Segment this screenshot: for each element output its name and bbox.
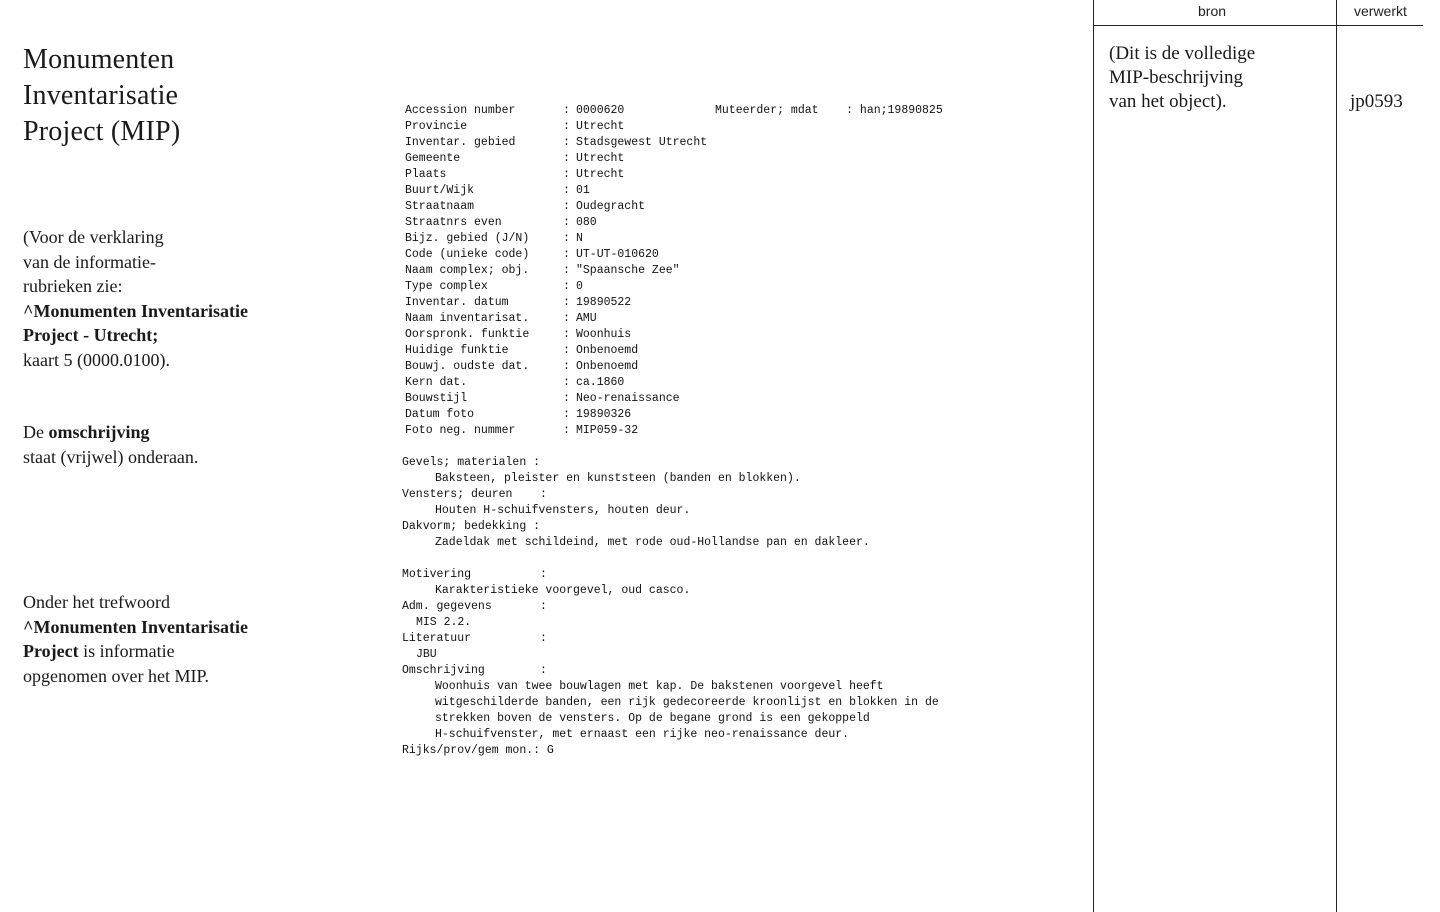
field-label: Datum foto [405, 408, 475, 421]
field-value: Woonhuis [576, 328, 632, 341]
field-value: AMU [576, 312, 597, 325]
field-separator: : [563, 168, 570, 181]
title-line: Monumenten [23, 44, 175, 75]
bron-line: MIP-beschrijving [1109, 67, 1244, 88]
record-field-row [402, 343, 939, 359]
note-line: kaart 5 (0000.0100). [23, 349, 170, 370]
note-line: rubrieken zie: [23, 276, 123, 296]
column-divider [1093, 0, 1094, 912]
keyword-note [23, 590, 248, 688]
field-label: Straatnrs even [405, 216, 502, 229]
field-label: Inventar. gebied [405, 136, 516, 149]
record-field-row [402, 375, 939, 391]
field-separator: : [563, 184, 570, 197]
bron-line: (Dit is de volledige [1109, 43, 1256, 64]
motivering-label: Motivering : [402, 568, 547, 581]
note-line: Onder het trefwoord [23, 592, 170, 612]
field-separator: : [563, 120, 570, 133]
dakvorm-text: Zadeldak met schildeind, met rode oud-Hollandse pan en dakleer. [435, 536, 870, 549]
reference-link-cont[interactable]: Project - Utrecht; [23, 325, 159, 345]
field-value: 19890326 [576, 408, 632, 421]
record-field-row [402, 391, 939, 407]
field-separator: : [563, 328, 570, 341]
field-value: 01 [576, 184, 590, 197]
record-field-row [402, 167, 939, 183]
field-value: 0000620 [576, 104, 625, 117]
record-field-row [402, 247, 939, 263]
field-value: "Spaansche Zee" [576, 264, 680, 277]
omschrijving-line: H-schuifvenster, met ernaast een rijke neo-renaissance deur. [435, 728, 850, 741]
omschrijving-line: Woonhuis van twee bouwlagen met kap. De bakstenen voorgevel heeft [435, 680, 884, 693]
field-label: Naam inventarisat. [405, 312, 530, 325]
field-separator: : [563, 152, 570, 165]
field-value: 0 [576, 280, 583, 293]
keyword-link[interactable]: ^Monumenten Inventarisatie [23, 616, 248, 637]
field-separator: : [563, 264, 570, 277]
record-field-row [402, 279, 939, 295]
field-separator: : [563, 104, 570, 117]
field-label: Buurt/Wijk [405, 184, 475, 197]
record-field-row [402, 215, 939, 231]
bron-header: bron [1198, 3, 1227, 19]
field-separator: : [563, 280, 570, 293]
field-separator: : [563, 360, 570, 373]
motivering-text: Karakteristieke voorgevel, oud casco. [435, 584, 691, 597]
field-label: Straatnaam [405, 200, 475, 213]
note-line: Project is informatie [23, 641, 175, 661]
field-value: UT-UT-010620 [576, 248, 659, 261]
gevels-text: Baksteen, pleister en kunststeen (banden en blokken). [435, 472, 801, 485]
field-separator: : [563, 424, 570, 437]
field-separator: : [563, 312, 570, 325]
record-field-row [402, 263, 939, 279]
dakvorm-label: Dakvorm; bedekking : [402, 520, 541, 533]
field-value: 19890522 [576, 296, 632, 309]
field-separator: : [563, 344, 570, 357]
record-field-row [402, 359, 939, 375]
verwerkt-header: verwerkt [1354, 3, 1407, 19]
note-line: van de informatie- [23, 251, 156, 272]
field-label: Oorspronk. funktie [405, 328, 530, 341]
field-separator: : [563, 376, 570, 389]
omschrijving-label: Omschrijving : [402, 664, 547, 677]
adm-label: Adm. gegevens : [402, 600, 547, 613]
bron-text [1109, 42, 1255, 114]
adm-text: MIS 2.2. [416, 616, 472, 629]
field-label: Bouwj. oudste dat. [405, 360, 530, 373]
record-fields [402, 103, 939, 439]
note-line: (Voor de verklaring [23, 227, 164, 247]
record-field-row [402, 135, 939, 151]
field-value: Neo-renaissance [576, 392, 680, 405]
explanation-note [23, 225, 248, 372]
field-value: Utrecht [576, 120, 625, 133]
bron-line: van het object). [1109, 91, 1227, 112]
field-label: Provincie [405, 120, 468, 133]
field-label: Plaats [405, 168, 447, 181]
vensters-label: Vensters; deuren : [402, 488, 547, 501]
field-separator: : [563, 232, 570, 245]
record-field-row [402, 311, 939, 327]
field-value: MIP059-32 [576, 424, 639, 437]
field-label: Inventar. datum [405, 296, 509, 309]
field-value: 080 [576, 216, 597, 229]
field-label: Foto neg. nummer [405, 424, 516, 437]
note-line: staat (vrijwel) onderaan. [23, 446, 199, 467]
record-field-row [402, 423, 939, 439]
header-rule [1093, 25, 1423, 26]
record-field-row [402, 183, 939, 199]
vensters-text: Houten H-schuifvensters, houten deur. [435, 504, 691, 517]
omschrijving-line: witgeschilderde banden, een rijk gedecoreerde kroonlijst en blokken in de [435, 696, 939, 709]
literatuur-text: JBU [416, 648, 437, 661]
rijks-field: Rijks/prov/gem mon.: G [402, 744, 554, 757]
field-label: Bouwstijl [405, 392, 468, 405]
column-divider [1336, 0, 1337, 912]
field-value: Oudegracht [576, 200, 646, 213]
page-title [23, 42, 180, 150]
field-separator: : [563, 136, 570, 149]
record-field-row [402, 231, 939, 247]
record-field-row [402, 407, 939, 423]
field-label: Gemeente [405, 152, 461, 165]
record-field-row [402, 119, 939, 135]
field-separator: : [563, 216, 570, 229]
mip-record [402, 103, 943, 759]
gevels-label: Gevels; materialen : [402, 456, 541, 469]
field-value: Onbenoemd [576, 344, 639, 357]
field-separator: : [563, 296, 570, 309]
field-label: Kern dat. [405, 376, 468, 389]
field-separator: : [563, 200, 570, 213]
literatuur-label: Literatuur : [402, 632, 547, 645]
field-value: ca.1860 [576, 376, 625, 389]
note-line: De omschrijving [23, 422, 150, 442]
field-value: Utrecht [576, 152, 625, 165]
title-line: Project (MIP) [23, 116, 181, 147]
field-separator: : [563, 248, 570, 261]
record-field-row [402, 295, 939, 311]
note-line: opgenomen over het MIP. [23, 665, 209, 686]
field-value: N [576, 232, 583, 245]
field-value: Stadsgewest Utrecht [576, 136, 708, 149]
field-label: Type complex [405, 280, 488, 293]
record-field-row [402, 151, 939, 167]
description-note [23, 420, 198, 469]
field-separator: : [563, 392, 570, 405]
record-field-row [402, 327, 939, 343]
record-field-row [402, 199, 939, 215]
field-label: Code (unieke code) [405, 248, 530, 261]
field-separator: : [563, 408, 570, 421]
field-label: Naam complex; obj. [405, 264, 530, 277]
field-label: Bijz. gebied (J/N) [405, 232, 530, 245]
reference-link[interactable]: ^Monumenten Inventarisatie [23, 300, 248, 321]
omschrijving-line: strekken boven de vensters. Op de begane grond is een gekoppeld [435, 712, 870, 725]
muteerder-field: Muteerder; mdat : han;19890825 [715, 104, 943, 117]
field-label: Accession number [405, 104, 516, 117]
field-value: Onbenoemd [576, 360, 639, 373]
field-value: Utrecht [576, 168, 625, 181]
title-line: Inventarisatie [23, 80, 179, 111]
verwerkt-value: jp0593 [1350, 91, 1403, 112]
field-label: Huidige funktie [405, 344, 509, 357]
